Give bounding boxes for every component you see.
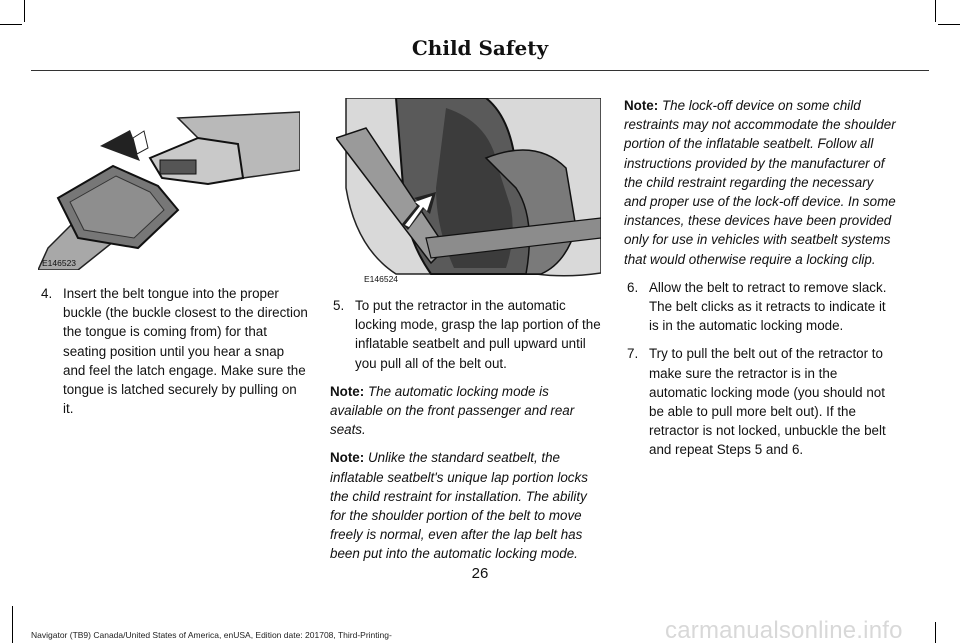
figure-buckle (38, 98, 300, 270)
crop-mark (935, 622, 936, 643)
step-text: To put the retractor in the automatic locking mode, grasp the lap portion of the inflatable seatbelt and pull upward until you pull all of the belt out. (355, 298, 601, 371)
watermark: carmanualsonline.info (665, 617, 903, 643)
header-divider (31, 70, 929, 71)
step-number: 4. (41, 286, 53, 301)
step-number: 6. (627, 279, 639, 295)
note (624, 96, 896, 269)
column-middle (330, 296, 602, 573)
instruction-step (330, 296, 602, 373)
step-number: 5. (333, 298, 345, 313)
figure-code: E146524 (364, 274, 399, 284)
page-title: Child Safety (411, 36, 549, 60)
note-text: Unlike the standard seatbelt, the inflatable seatbelt's unique lap portion locks the child restraint for installation. The ability for the shoulder portion of the belt to move freely is normal, even after the lap belt has been put into the automatic locking mode. (330, 450, 588, 562)
note (330, 382, 602, 440)
child-seat-illustration (336, 98, 601, 285)
note (330, 448, 602, 563)
column-left (38, 284, 308, 427)
column-right (624, 96, 896, 469)
instruction-step (624, 344, 896, 459)
crop-mark (938, 24, 960, 25)
step-text: Try to pull the belt out of the retractor to make sure the retractor is in the automatic locking mode (you should not be able to pull more belt out). If the retractor is not locked, unbuckle the belt and repeat Steps 5 and 6. (649, 346, 886, 458)
figure-code: E146523 (42, 258, 77, 268)
note-label: Note: (330, 383, 365, 399)
note-label: Note: (330, 450, 365, 466)
step-text: Insert the belt tongue into the proper buckle (the buckle closest to the direction the tongue is coming from) for that seating position until you hear a snap and feel the latch engage. Make sure the tongue is latched securely by pulling on it. (63, 286, 308, 417)
step-number: 7. (627, 346, 639, 362)
crop-mark (24, 0, 25, 22)
figure-child-seat (336, 98, 601, 285)
note-text: The lock-off device on some child restraints may not accommodate the shoulder portion of the inflatable seatbelt. Follow all instructions provided by the manufacturer of the child restraint regarding the necessary and proper use of the lock-off device. In some instances, these devices have been provided only for use in vehicles with seatbelt systems that would otherwise require a locking clip. (624, 98, 896, 267)
crop-mark (935, 0, 936, 22)
page-number: 26 (471, 565, 489, 582)
note-label: Note: (624, 98, 659, 113)
note-text: The automatic locking mode is available on the front passenger and rear seats. (330, 383, 575, 438)
step-text: Allow the belt to retract to remove slack. The belt clicks as it retracts to indicate it is in the automatic locking mode. (649, 279, 887, 334)
crop-mark (12, 606, 13, 643)
instruction-step (624, 278, 896, 336)
instruction-step (38, 284, 308, 418)
footer-edition: Navigator (TB9) Canada/United States of America, enUSA, Edition date: 201708, Third-Printing- (31, 630, 392, 640)
buckle-illustration (38, 98, 300, 270)
crop-mark (0, 24, 22, 25)
